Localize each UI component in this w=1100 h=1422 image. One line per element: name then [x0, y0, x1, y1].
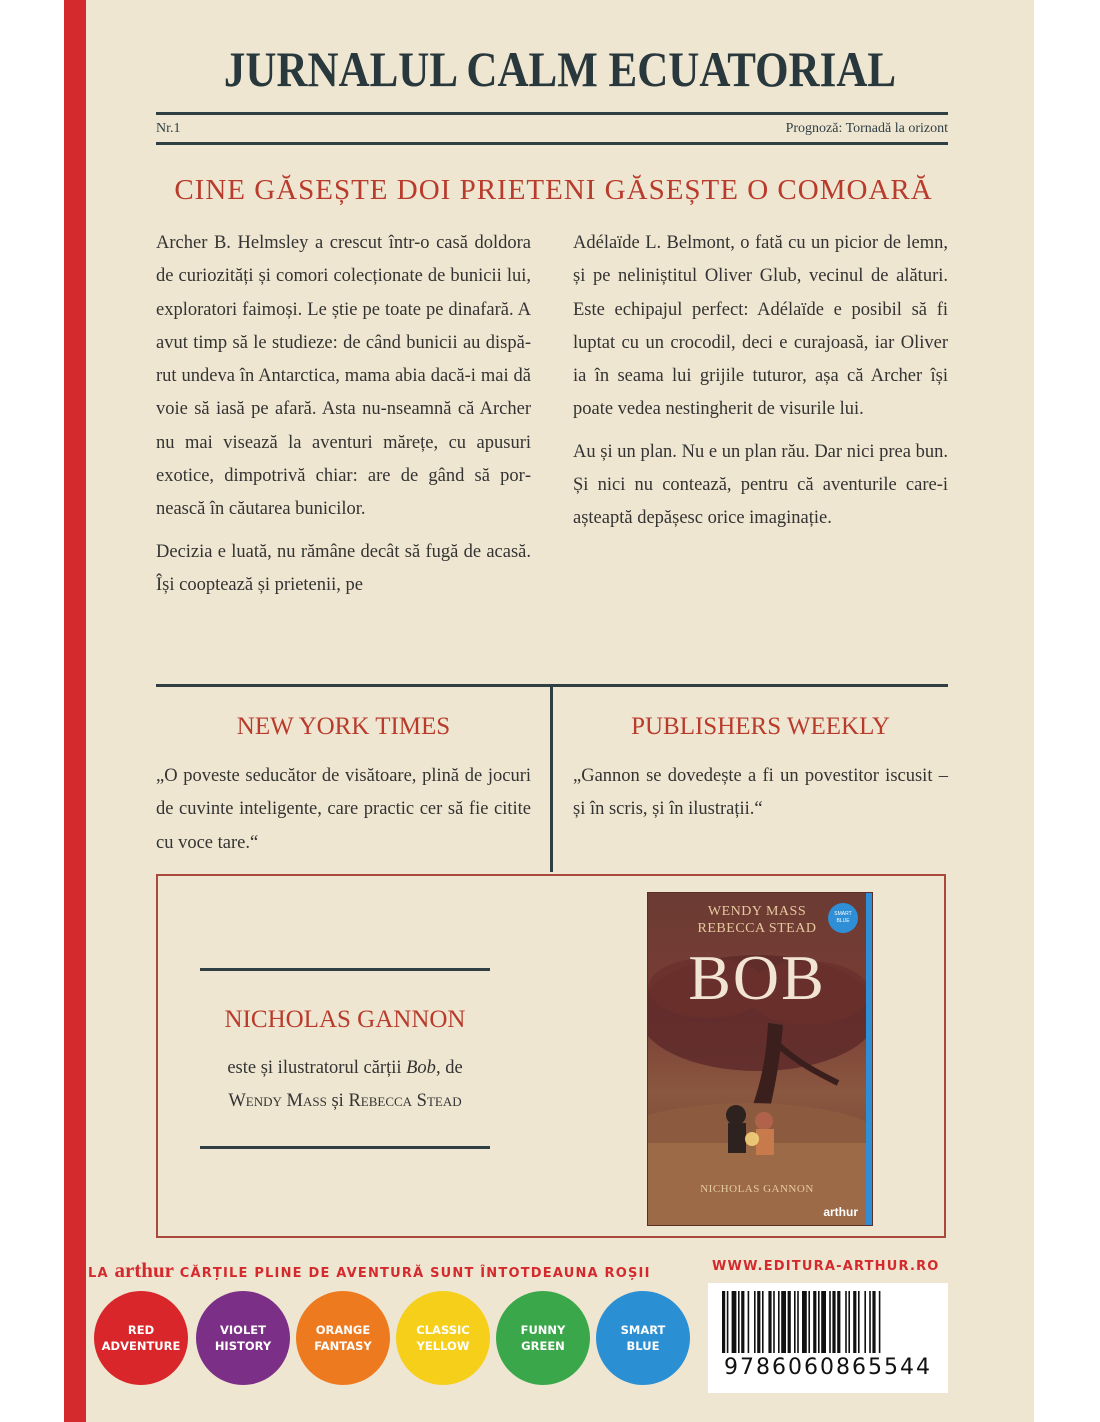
collection-label: HISTORY: [214, 1339, 272, 1353]
masthead-title: JURNALUL CALM ECUATORIAL: [223, 41, 897, 97]
collection-label: SMART: [620, 1323, 666, 1337]
cover-title: BOB: [688, 942, 826, 1013]
isbn-barcode-box: [708, 1283, 948, 1393]
collection-label: YELLOW: [416, 1339, 470, 1353]
barcode-bar: [808, 1291, 810, 1353]
collection-label: FANTASY: [314, 1339, 372, 1353]
collection-label: VIOLET: [220, 1323, 266, 1337]
barcode-bar: [813, 1291, 816, 1353]
article-headline: CINE GĂSEȘTE DOI PRIETENI GĂSEȘTE O COMOARĂ: [174, 174, 933, 206]
smart-blue-badge: [828, 903, 858, 933]
collection-label: GREEN: [521, 1339, 565, 1353]
barcode-bar: [821, 1291, 826, 1353]
collection-label: RED: [127, 1323, 155, 1337]
collection-circle-red: [94, 1291, 188, 1385]
barcode-bar: [768, 1291, 771, 1353]
barcode-bar: [837, 1291, 840, 1353]
collection-label: ADVENTURE: [101, 1339, 181, 1353]
collection-label: ORANGE: [315, 1323, 371, 1337]
barcode-bar: [781, 1291, 786, 1353]
barcode-bar: [872, 1291, 875, 1353]
barcode-bar: [829, 1291, 831, 1353]
cover-blue-stripe: [866, 893, 872, 1225]
cover-publisher-logo: arthur: [823, 1205, 858, 1219]
barcode-bar: [722, 1291, 725, 1353]
cover-author-2: Rebecca Stead: [348, 1091, 462, 1111]
masthead-rule-top: [156, 112, 948, 115]
collection-circle-orange: [296, 1291, 390, 1385]
isbn-number: 9786060865544: [724, 1355, 932, 1380]
author-description: [200, 1052, 490, 1118]
barcode-bar: [754, 1291, 756, 1353]
arthur-logo: arthur: [114, 1258, 174, 1282]
article-paragraph: Decizia e luată, nu rămâne decât să fugă de acasă. Își cooptează și prietenii, pe: [156, 541, 531, 595]
barcode-bar: [778, 1291, 780, 1353]
barcode-bar: [879, 1291, 881, 1353]
cover-author-line: WENDY MASS: [707, 904, 807, 919]
barcode-bar: [869, 1291, 871, 1353]
masthead-rule-bottom: [156, 142, 948, 145]
article-column-right: [573, 227, 948, 545]
review-quote-nyt: „O poveste seducător de visătoare, plină de jocuri de cuvinte inteligente, care practic cer să fie citite cu voce tare.“: [156, 766, 531, 853]
author-name: NICHOLAS GANNON: [224, 1006, 466, 1033]
collection-label: FUNNY: [520, 1323, 566, 1337]
cover-author-line: REBECCA STEAD: [697, 921, 817, 936]
forecast-line: Prognoză: Tornadă la orizont: [785, 121, 948, 136]
article-column-left: [156, 227, 531, 611]
cover-illustrator: NICHOLAS GANNON: [700, 1183, 814, 1195]
collection-circle-blue: [596, 1291, 690, 1385]
author-book-title: Bob: [406, 1058, 436, 1078]
review-quote-pw: „Gannon se dovedește a fi un povestitor iscusit – și în scris, și în ilustrații.“: [573, 766, 948, 820]
review-source-pw: PUBLISHERS WEEKLY: [631, 713, 890, 740]
publisher-website: WWW.EDITURA-ARTHUR.RO: [712, 1259, 940, 1274]
author-rule-bottom: [200, 1146, 490, 1149]
barcode-bar: [762, 1291, 764, 1353]
barcode-bar: [853, 1291, 856, 1353]
author-desc-text: este și ilustratorul cărții: [227, 1058, 407, 1078]
barcode-bar: [818, 1291, 820, 1353]
barcode-bar: [845, 1291, 847, 1353]
barcode-bar: [832, 1291, 835, 1353]
footer-slogan: [88, 1258, 651, 1283]
article-paragraph: Archer B. Helmsley a crescut într-o casă doldora de curiozități și comori colecționate de bunicii lui, exploratori faimoși. Le știe pe toate pe dinafară. A avut timp să le studieze: de când bunicii au dispărut undeva în Antarctica, mama abia dacă-i mai dă voie să iasă pe afară. Asta nu-nseamnă că Archer nu mai visează la aventuri mărețe, cu apusuri exotice, dimpotrivă chiar: are de gând să pornească în căutarea bunicilor.: [156, 233, 531, 520]
slogan-text: CĂRȚILE PLINE DE AVENTURĂ SUNT ÎNTOTDEAUNA ROȘII: [173, 1266, 651, 1281]
article-paragraph: Adélaïde L. Belmont, o fată cu un picior de lemn, și pe neliniștitul Oliver Glub, vecinul de alături. Este echipajul perfect: Adélaïde e posibil să fi luptat cu un crocodil, deci e curajoasă, iar Oliver ia în seama lui grijile tuturor, așa că Archer își poate vedea nestingherit de visurile lui.: [573, 233, 948, 420]
barcode-bar: [738, 1291, 740, 1353]
red-spine-strip: [64, 0, 86, 1422]
author-desc-text: și: [326, 1091, 349, 1111]
collection-circle-violet: [196, 1291, 290, 1385]
issue-number: Nr.1: [156, 121, 181, 136]
author-rule-top: [200, 968, 490, 971]
barcode-bar: [727, 1291, 729, 1353]
barcode-bar: [797, 1291, 799, 1353]
badge-label: SMART BLUE: [834, 911, 852, 924]
barcode-bar: [732, 1291, 737, 1353]
barcode-bar: [864, 1291, 866, 1353]
barcode-bar: [802, 1291, 807, 1353]
collection-label: CLASSIC: [416, 1323, 470, 1337]
barcode-bar: [773, 1291, 775, 1353]
reviews-divider: [550, 684, 553, 872]
barcode-bar: [741, 1291, 744, 1353]
author-desc-text: , de: [435, 1058, 463, 1078]
barcode-icon: [722, 1291, 934, 1353]
barcode-bar: [788, 1291, 791, 1353]
collection-circle-green: [496, 1291, 590, 1385]
barcode-bar: [748, 1291, 750, 1353]
barcode-bar: [848, 1291, 850, 1353]
book-cover-bob: [648, 893, 872, 1225]
collection-circle-yellow: [396, 1291, 490, 1385]
barcode-bar: [757, 1291, 760, 1353]
cover-author-1: Wendy Mass: [228, 1091, 327, 1111]
barcode-bar: [858, 1291, 860, 1353]
barcode-bar: [794, 1291, 796, 1353]
review-source-nyt: NEW YORK TIMES: [236, 713, 451, 740]
slogan-text: LA: [88, 1266, 115, 1281]
article-paragraph: Au și un plan. Nu e un plan rău. Dar nici prea bun. Și nici nu contează, pentru că aventurile care-i așteaptă depășesc orice imaginație.: [573, 441, 948, 529]
collection-label: BLUE: [626, 1339, 660, 1353]
